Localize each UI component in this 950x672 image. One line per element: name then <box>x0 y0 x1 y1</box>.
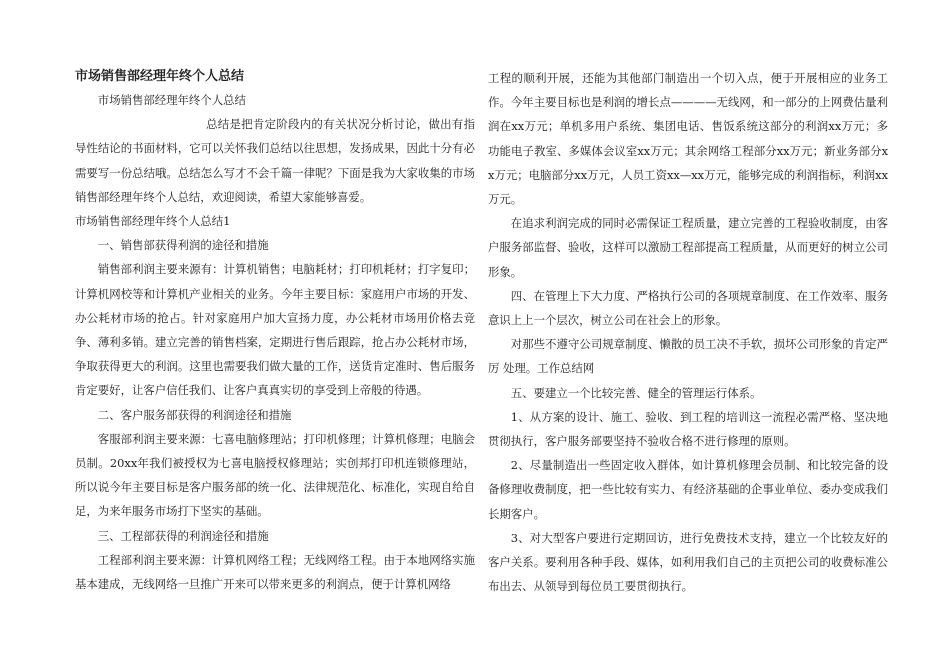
right-paragraph-1: 工程的顺利开展，还能为其他部门制造出一个切入点，便于开展相应的业务工作。今年主要目标也是利润的增长点————无线网，和一部分的上网费估量利润在xx万元；单机多用户系统、集团电话、售饭系统这部分的利润xx万元；多功能电子教室、多媒体会议室xx万元；其余网络工程部分xx万元；新业务部分xx万元；电脑部分xx万元，人员工资xx—xx万元，能够完成的利润指标，利润xx万元。 <box>488 71 888 207</box>
left-paragraph-7: 客服部利润主要来源：七喜电脑修理站；打印机修理；计算机修理；电脑会员制。20xx年我们被授权为七喜电脑授权修理站；实创邦打印机连锁修理站，所以说今年主要目标是客户服务部的统一化、法律规范化、标准化，实现自给自足，为来年服务市场打下坚实的基础。 <box>75 431 475 519</box>
left-column-body <box>75 88 475 596</box>
right-paragraph-6: 1、从方案的设计、施工、验收、到工程的培训这一流程必需严格、坚决地贯彻执行，客户服务部要坚持不验收合格不进行修理的原则。 <box>488 409 888 449</box>
left-paragraph-3: 市场销售部经理年终个人总结1 <box>75 214 231 229</box>
left-column <box>75 66 475 596</box>
right-column <box>488 66 888 598</box>
left-paragraph-6: 二、客户服务部获得的利润途径和措施 <box>97 407 292 422</box>
left-paragraph-1: 市场销售部经理年终个人总结 <box>97 93 246 107</box>
left-paragraph-8: 三、工程部获得的利润途径和措施 <box>97 528 269 543</box>
left-paragraph-5: 销售部利润主要来源有：计算机销售；电脑耗材；打印机耗材；打字复印；计算机网校等和计算机产业相关的业务。今年主要目标：家庭用户市场的开发、办公耗材市场的抢占。针对家庭用户加大宣扬力度，办公耗材市场用价格去竞争、薄利多销。建立完善的销售档案，定期进行售后跟踪，抢占办公耗材市场，争取获得更大的利润。这里也需要我们做大量的工作，送货肯定准时、售后服务肯定要好，让客户信任我们、让客户真真实切的享受到上帝般的待遇。 <box>75 262 475 398</box>
right-paragraph-8: 3、对大型客户要进行定期回访，进行免费技术支持，建立一个比较友好的客户关系。要利用各种手段、媒体，如利用我们自己的主页把公司的收费标准公布出去、从领导到每位员工要贯彻执行。 <box>488 530 888 594</box>
right-paragraph-2: 在追求利润完成的同时必需保证工程质量，建立完善的工程验收制度，由客户服务部监督、验收，这样可以激励工程部提高工程质量，从而更好的树立公司形象。 <box>488 216 888 279</box>
left-paragraph-9: 工程部利润主要来源：计算机网络工程；无线网络工程。由于本地网络实施基本建成，无线网络一旦推广开来可以带来更多的利润点，便于计算机网络 <box>75 552 475 592</box>
right-paragraph-5: 五、要建立一个比较完善、健全的管理运行体系。 <box>510 385 762 400</box>
right-paragraph-3: 四、在管理上下大力度、严格执行公司的各项规章制度、在工作效率、服务意识上上一个层次，树立公司在社会上的形象。 <box>488 288 888 328</box>
right-column-body <box>488 66 888 598</box>
left-paragraph-2: 总结是把肯定阶段内的有关状况分析讨论，做出有指导性结论的书面材料，它可以关怀我们总结以往思想，发扬成果，因此十分有必需要写一份总结哦。总结怎么写才不会千篇一律呢？下面是我为大家收集的市场销售部经理年终个人总结，欢迎阅读，希望大家能够喜爱。 <box>75 117 475 204</box>
right-paragraph-7: 2、尽量制造出一些固定收入群体，如计算机修理会员制、和比较完备的设备修理收费制度，把一些比较有实力、有经济基础的企事业单位、委办变成我们长期客户。 <box>488 458 888 521</box>
right-paragraph-4: 对那些不遵守公司规章制度、懒散的员工决不手软，损坏公司形象的肯定严厉 处理。工作总结网 <box>488 337 888 376</box>
left-paragraph-4: 一、销售部获得利润的途径和措施 <box>97 238 269 253</box>
document-title: 市场销售部经理年终个人总结 <box>75 69 245 84</box>
